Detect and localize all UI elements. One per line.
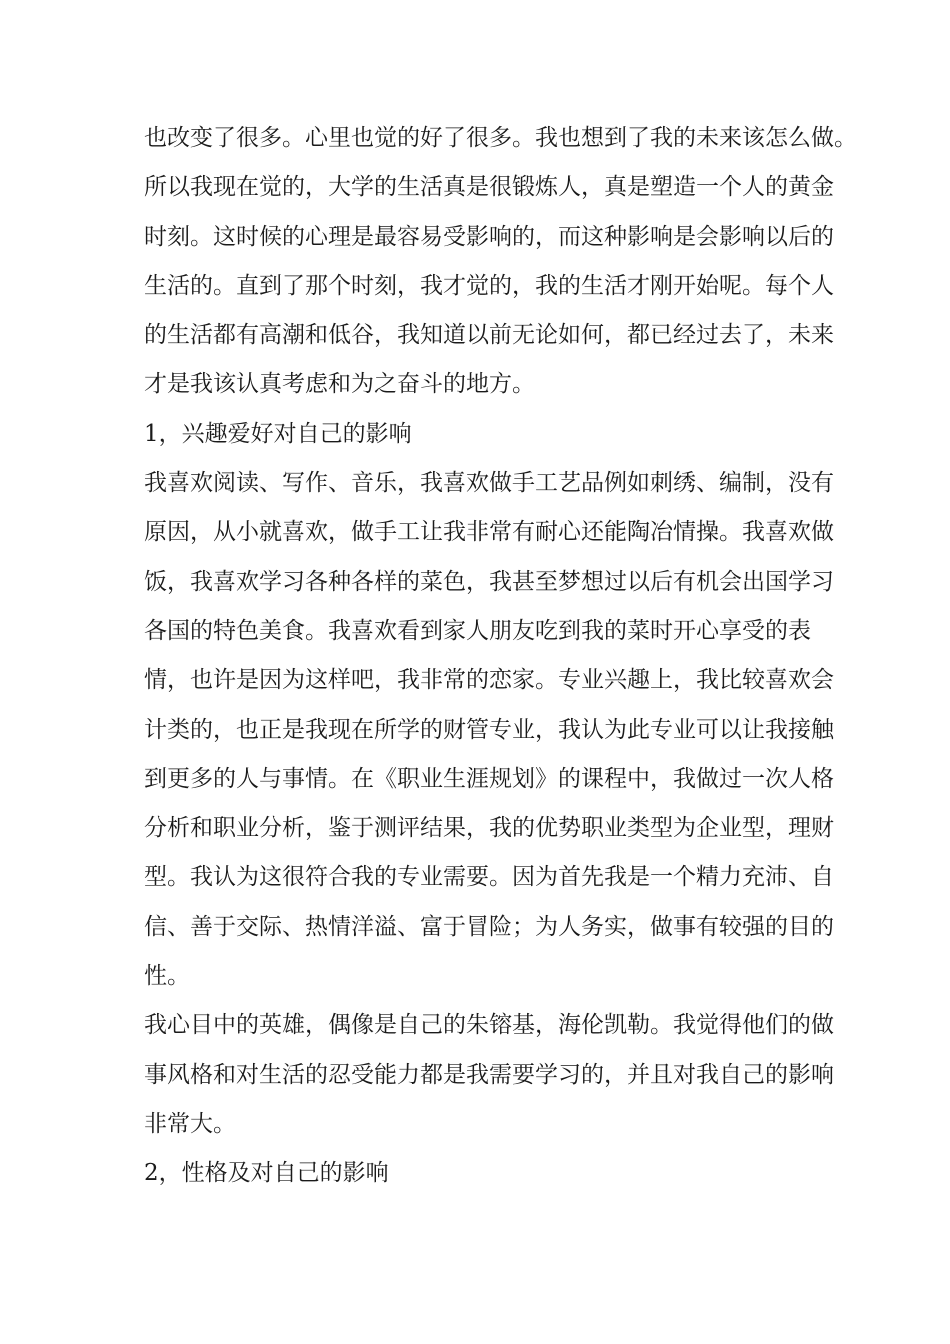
text-line: 时刻。这时候的心理是最容易受影响的，而这种影响是会影响以后的 xyxy=(144,223,834,250)
paragraph-continuation xyxy=(144,114,857,410)
text-line: 我喜欢阅读、写作、音乐，我喜欢做手工艺品例如刺绣、编制，没有 xyxy=(144,470,834,497)
paragraph-hobbies xyxy=(144,459,834,1001)
text-line: 非常大。 xyxy=(144,1110,236,1137)
text-line: 分析和职业分析，鉴于测评结果，我的优势职业类型为企业型，理财 xyxy=(144,815,834,842)
text-line: 事风格和对生活的忍受能力都是我需要学习的，并且对我自己的影响 xyxy=(144,1061,834,1088)
text-line: 才是我该认真考虑和为之奋斗的地方。 xyxy=(144,371,535,398)
section-heading-personality: 2，性格及对自己的影响 xyxy=(144,1160,389,1187)
text-line: 也改变了很多。心里也觉的好了很多。我也想到了我的未来该怎么做。 xyxy=(144,125,857,151)
paragraph-heroes xyxy=(144,1001,834,1149)
text-line: 原因，从小就喜欢，做手工让我非常有耐心还能陶冶情操。我喜欢做 xyxy=(144,519,834,546)
text-line: 饭，我喜欢学习各种各样的菜色，我甚至梦想过以后有机会出国学习 xyxy=(144,568,834,595)
text-line: 到更多的人与事情。在《职业生涯规划》的课程中，我做过一次人格 xyxy=(144,765,834,792)
section-heading-hobbies: 1，兴趣爱好对自己的影响 xyxy=(144,420,412,447)
text-line: 性。 xyxy=(144,963,190,990)
text-line: 型。我认为这很符合我的专业需要。因为首先我是一个精力充沛、自 xyxy=(144,864,834,891)
text-line: 的生活都有高潮和低谷，我知道以前无论如何，都已经过去了，未来 xyxy=(144,322,834,349)
text-line: 各国的特色美食。我喜欢看到家人朋友吃到我的菜时开心享受的表 xyxy=(144,617,811,644)
text-line: 所以我现在觉的，大学的生活真是很锻炼人，真是塑造一个人的黄金 xyxy=(144,174,834,201)
text-line: 情，也许是因为这样吧，我非常的恋家。专业兴趣上，我比较喜欢会 xyxy=(144,667,834,694)
text-line: 生活的。直到了那个时刻，我才觉的，我的生活才刚开始呢。每个人 xyxy=(144,272,834,299)
document-body xyxy=(144,114,857,1199)
text-line: 计类的，也正是我现在所学的财管专业，我认为此专业可以让我接触 xyxy=(144,716,834,743)
text-line: 我心目中的英雄，偶像是自己的朱镕基，海伦凯勒。我觉得他们的做 xyxy=(144,1012,834,1039)
text-line: 信、善于交际、热情洋溢、富于冒险；为人务实，做事有较强的目的 xyxy=(144,913,834,940)
